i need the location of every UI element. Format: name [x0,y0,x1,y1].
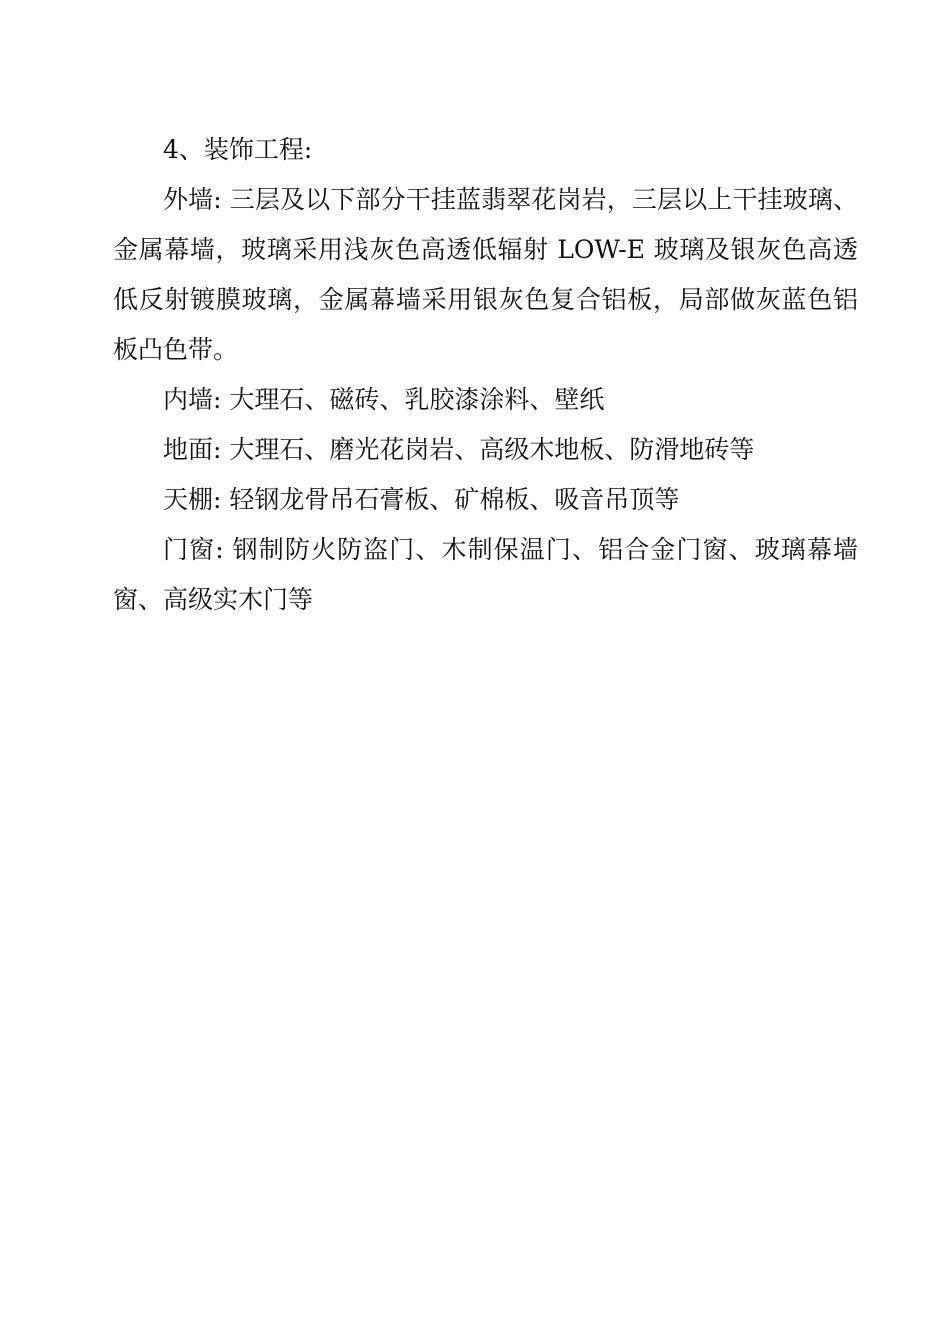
paragraph-exterior-wall: 外墙: 三层及以下部分干挂蓝翡翠花岗岩，三层以上干挂玻璃、金属幕墙，玻璃采用浅灰色高透低辐射 LOW-E 玻璃及银灰色高透低反射镀膜玻璃，金属幕墙采用银灰色复合铝板，局部做灰蓝色铝板凸色带。 [113,185,858,364]
document-body [113,125,858,625]
paragraph-floor: 地面: 大理石、磨光花岗岩、高级木地板、防滑地砖等 [163,435,755,464]
paragraph-ceiling: 天棚: 轻钢龙骨吊石膏板、矿棉板、吸音吊顶等 [163,485,680,514]
paragraph-interior-wall: 内墙: 大理石、磁砖、乳胶漆涂料、壁纸 [163,385,605,414]
paragraph-doors-windows: 门窗: 钢制防火防盗门、木制保温门、铝合金门窗、玻璃幕墙窗、高级实木门等 [113,535,858,614]
section-heading: 4、装饰工程: [163,135,313,164]
